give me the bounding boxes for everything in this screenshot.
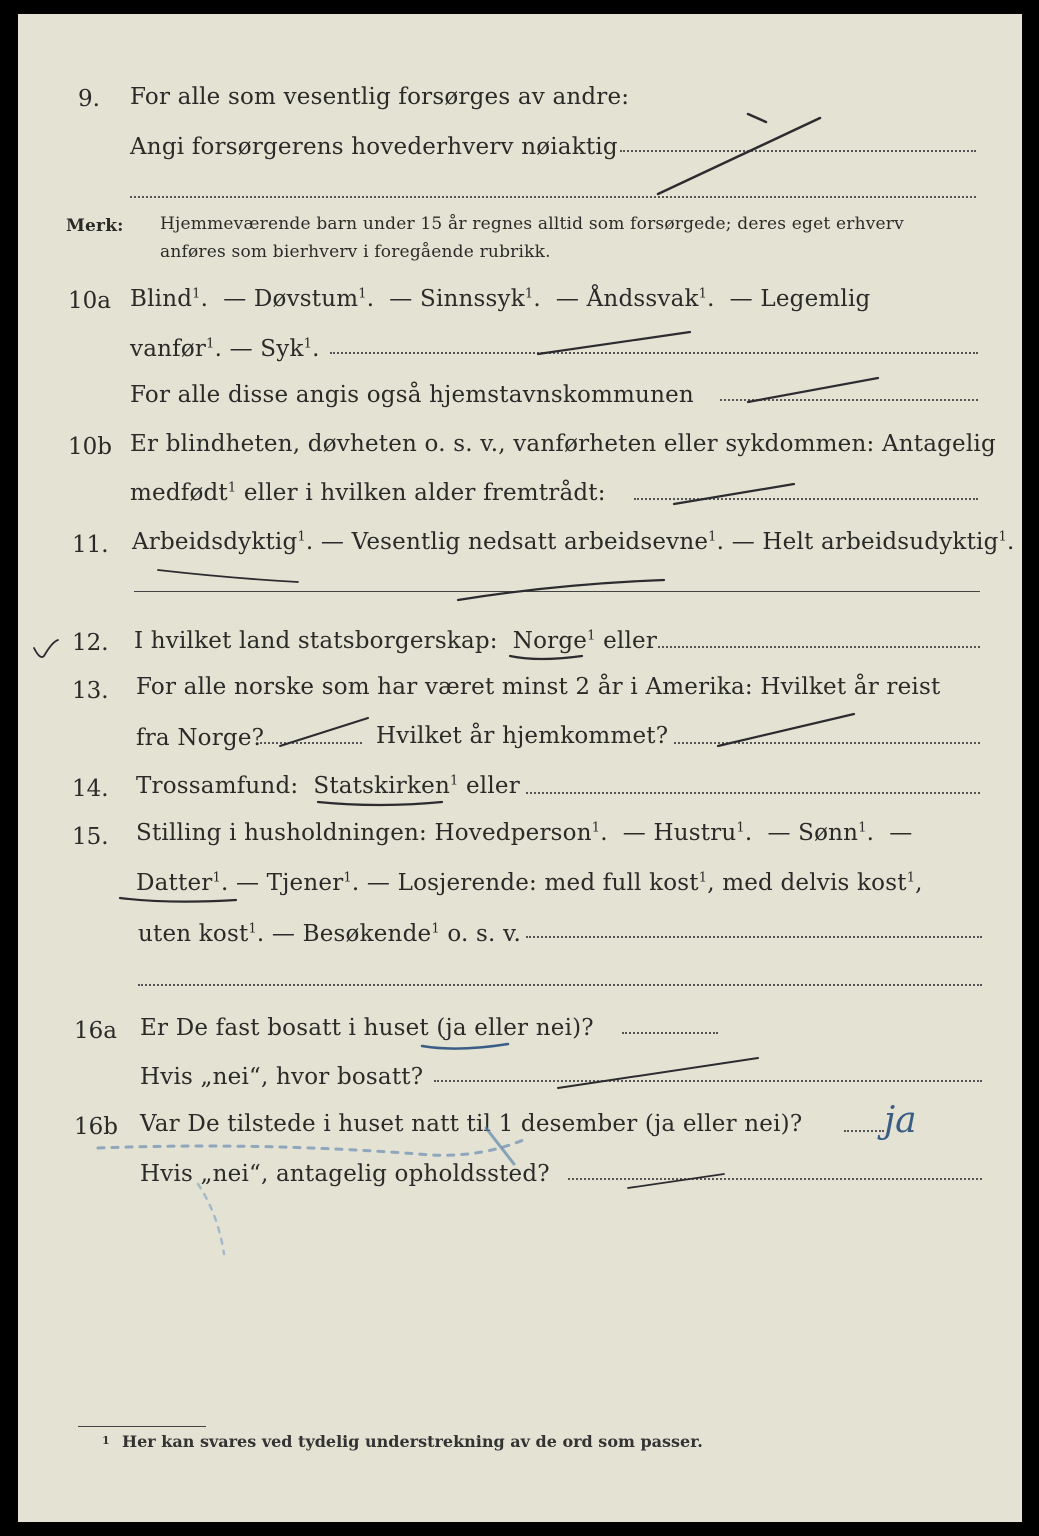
q16b-place-dash	[628, 1174, 724, 1188]
q10a-dovstum: — Døvstum	[223, 286, 359, 312]
q13-line1: For alle norske som har været minst 2 år i Amerika: Hvilket år reist	[136, 674, 941, 700]
q13-departure-line[interactable]	[260, 742, 362, 744]
q14-answer-line[interactable]	[526, 792, 980, 794]
merk-line1: Hjemmeværende barn under 15 år regnes alltid som forsørgede; deres eget erhverv	[160, 214, 904, 234]
q10a-number: 10a	[68, 288, 111, 314]
q11-dash-left	[158, 570, 298, 582]
q12-answer-line[interactable]	[658, 646, 980, 648]
q10b-line2: medfødt$^1$ eller i hvilken alder fremtrådt:	[130, 480, 606, 506]
q16b-place-line[interactable]	[568, 1178, 982, 1180]
q10b-number: 10b	[68, 434, 112, 460]
q16b-number: 16b	[74, 1114, 118, 1140]
q16a-where-line[interactable]	[434, 1080, 982, 1082]
q9-answer-line[interactable]	[620, 150, 976, 152]
q10a-blind: Blind	[130, 286, 193, 312]
q10a-answer-line[interactable]	[330, 352, 978, 354]
q9-line1: For alle som vesentlig forsørges av andre:	[130, 84, 630, 110]
census-form-page	[18, 14, 1022, 1522]
q13-line2b: Hvilket år hjemkommet?	[376, 723, 669, 749]
q16b-handwritten-answer: ja	[884, 1100, 917, 1141]
q9-line2: Angi forsørgerens hovederhverv nøiaktig	[130, 134, 618, 160]
q10b-answer-line[interactable]	[634, 498, 978, 500]
q11-line1: Arbeidsdyktig$^1$. — Vesentlig nedsatt arbeidsevne$^1$. — Helt arbeidsudyktig$^1$.	[132, 529, 1015, 555]
q14-statskirken: Statskirken	[313, 773, 450, 799]
q9-number: 9.	[78, 86, 100, 112]
q12-number: 12.	[72, 630, 109, 656]
q15-line1: Stilling i husholdningen: Hovedperson$^1$. — Hustru$^1$. — Sønn$^1$. —	[136, 820, 913, 846]
q10b-strike	[674, 484, 794, 504]
q16b-answer-line[interactable]	[844, 1130, 884, 1132]
q10a-legemlig: — Legemlig	[729, 286, 871, 312]
q16a-underline	[422, 1044, 508, 1049]
q16b-blue-smudge2	[198, 1184, 224, 1254]
merk-label: Merk:	[66, 216, 124, 236]
q16a-line2: Hvis „nei“, hvor bosatt?	[140, 1064, 424, 1090]
q10a-sinnssyk: — Sinnssyk	[389, 286, 525, 312]
q10a-line2: vanfør$^1$. — Syk$^1$.	[130, 336, 320, 362]
footnote-mark: 1	[102, 1434, 110, 1447]
q16a-number: 16a	[74, 1018, 117, 1044]
footnote-rule	[78, 1426, 206, 1427]
q16a-where-strike	[558, 1058, 758, 1088]
q13-number: 13.	[72, 678, 109, 704]
footnote-text: Her kan svares ved tydelig understrekning av de ord som passer.	[122, 1432, 703, 1451]
q10a-line1: Blind$^1$. — Døvstum$^1$. — Sinnssyk$^1$. — Åndssvak$^1$. — Legemlig	[130, 286, 871, 312]
q16a-line1: Er De fast bosatt i huset (ja eller nei)?	[140, 1015, 594, 1041]
q12-norge: Norge	[512, 628, 588, 654]
q15-line2: Datter$^1$. — Tjener$^1$. — Losjerende: med full kost$^1$, med delvis kost$^1$,	[136, 870, 923, 896]
q15-number: 15.	[72, 824, 109, 850]
q10a-strike	[538, 332, 690, 354]
q15-answer-line2[interactable]	[138, 984, 982, 986]
q16b-line1: Var De tilstede i huset natt til 1 desember (ja eller nei)?	[140, 1111, 803, 1137]
q12-norge-underline	[510, 656, 582, 659]
q13-return-line[interactable]	[674, 742, 980, 744]
merk-line2: anføres som bierhverv i foregående rubrikk.	[160, 242, 551, 262]
q13-line2a: fra Norge?	[136, 725, 265, 751]
q10b-line1: Er blindheten, døvheten o. s. v., vanførheten eller sykdommen: Antagelig	[130, 431, 996, 457]
q11-dash-right	[458, 580, 664, 600]
q15-answer-line[interactable]	[526, 936, 982, 938]
q12-line1: I hvilket land statsborgerskap: Norge$^1$ eller	[134, 628, 658, 654]
q14-statskirken-underline	[318, 802, 442, 805]
q14-number: 14.	[72, 776, 109, 802]
q15-datter-underline	[120, 898, 236, 902]
q16b-line2: Hvis „nei“, antagelig opholdssted?	[140, 1161, 550, 1187]
q10a-line3: For alle disse angis også hjemstavnskommunen	[130, 382, 694, 408]
q9-strike	[658, 118, 820, 194]
q16b-blue-smudge	[98, 1138, 528, 1155]
q11-answer-line[interactable]	[134, 591, 980, 592]
q14-line1: Trossamfund: Statskirken$^1$ eller	[136, 773, 520, 799]
q9-tick	[748, 114, 766, 122]
q15-datter: Datter	[136, 870, 213, 896]
q15-line3: uten kost$^1$. — Besøkende$^1$ o. s. v.	[138, 921, 521, 947]
q12-check-mark	[34, 640, 58, 657]
q16a-answer-line[interactable]	[622, 1032, 718, 1034]
handwritten-marks	[18, 14, 1022, 1522]
q9-answer-line2[interactable]	[130, 196, 976, 198]
q10a-hometown-line[interactable]	[720, 399, 978, 401]
q10a-andssvak: — Åndssvak	[555, 286, 699, 312]
q11-number: 11.	[72, 532, 109, 558]
